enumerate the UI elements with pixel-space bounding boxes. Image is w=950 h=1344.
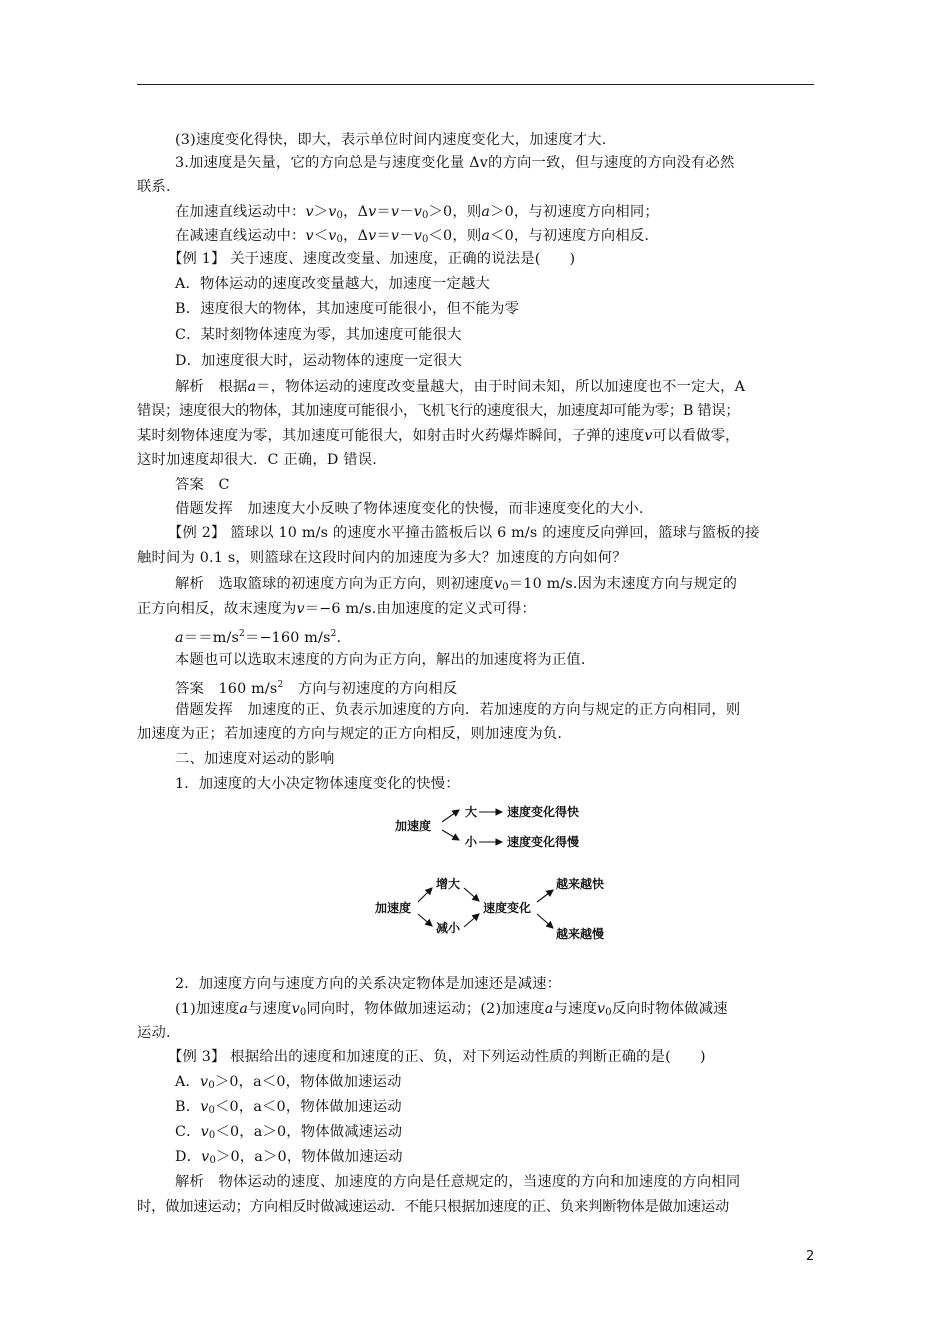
text-line: 这时加速度却很大．C 正确，D 错误. [137, 452, 377, 468]
answer: 答案 160 $m/s^2$ 方向与初速度的方向相反 [175, 680, 458, 697]
header-rule [137, 84, 814, 85]
formula: $a==m/s^2=-160$ $m/s^2$. [175, 629, 342, 646]
diagram-node-acceleration: 加速度 [395, 819, 432, 833]
text-line: 触时间为 0.1 s，则篮球在这段时间内的加速度为多大？加速度的方向如何？ [137, 550, 627, 566]
section-heading: 二、加速度对运动的影响 [175, 751, 335, 767]
option: B．速度很大的物体，其加速度可能很小，但不能为零 [175, 301, 520, 317]
text-line: 借题发挥 加速度大小反映了物体速度变化的快慢，而非速度变化的大小. [175, 501, 644, 517]
diagram-node-increase: 增大 [436, 877, 461, 891]
text-line: 加速度为正；若加速度的方向与规定的正方向相反，则加速度为负. [137, 726, 563, 742]
option: D．加速度很大时，运动物体的速度一定很大 [175, 353, 463, 369]
page-number: 2 [806, 1249, 815, 1264]
diagram-node-acceleration: 加速度 [375, 901, 412, 915]
diagram-node-small: 小 [465, 835, 478, 849]
option: A．$v_0>0$，a＜0，物体做加速运动 [175, 1074, 402, 1091]
text-line: 时，做加速运动；方向相反时做减速运动．不能只根据加速度的正、负来判断物体是做加速运动 [137, 1199, 730, 1215]
text-line: 正方向相反，故末速度为v＝−6 m/s.由加速度的定义式可得： [137, 601, 536, 617]
example-heading: 【例 2】 篮球以 10 m/s 的速度水平撞击篮板后以 6 m/s 的速度反向弹回，篮球与篮板的接 [168, 525, 760, 541]
text-line: 联系. [137, 179, 171, 195]
option: B．$v_0<0$，a＜0，物体做加速运动 [175, 1099, 402, 1116]
text-line: 在减速直线运动中：$v<v_0$，$\Delta v=v-v_0<0$，则a＜0，与初速度方向相反. [175, 228, 650, 245]
answer: 答案 C [175, 477, 230, 493]
diagram-node-fast: 速度变化得快 [507, 805, 580, 819]
option: A．物体运动的速度改变量越大，加速度一定越大 [175, 276, 490, 292]
text-line: 本题也可以选取末速度的方向为正方向，解出的加速度将为正值. [175, 652, 586, 668]
text-line: 错误；速度很大的物体，其加速度可能很小，飞机飞行的速度很大，加速度却可能为零；B 错误； [137, 403, 740, 419]
diagram-node-velocity-change: 速度变化 [483, 901, 532, 915]
text-line: 3.加速度是矢量，它的方向总是与速度变化量 Δv的方向一致，但与速度的方向没有必然 [175, 155, 735, 171]
text-line: 解析 根据a＝，物体运动的速度改变量越大，由于时间未知，所以加速度也不一定大，A [175, 379, 746, 395]
text-line: 解析 选取篮球的初速度方向为正方向，则初速度$v_0=10$ m/s.因为末速度方向与规定的 [175, 576, 738, 593]
diagram-node-decrease: 减小 [436, 921, 461, 935]
text-line: 2．加速度方向与速度方向的关系决定物体是加速还是减速： [175, 976, 562, 992]
diagram-node-slower: 越来越慢 [556, 927, 605, 941]
text-line: 某时刻物体速度为零，其加速度可能很大，如射击时火药爆炸瞬间，子弹的速度v可以看做零， [137, 428, 740, 444]
text-line: 借题发挥 加速度的正、负表示加速度的方向．若加速度的方向与规定的正方向相同，则 [175, 702, 741, 718]
text-line: (1)加速度a与速度$v_0$同向时，物体做加速运动；(2)加速度a与速度$v_0$反向时物体做减速 [175, 1001, 728, 1018]
example-heading: 【例 3】 根据给出的速度和加速度的正、负，对下列运动性质的判断正确的是( ) [168, 1049, 706, 1065]
diagram-node-slow: 速度变化得慢 [507, 835, 580, 849]
text-line: 运动. [137, 1025, 171, 1041]
diagram-node-big: 大 [465, 805, 478, 819]
diagram-node-faster: 越来越快 [556, 877, 605, 891]
option: D．$v_0>0$，a＞0，物体做加速运动 [175, 1149, 403, 1166]
text-line: 在加速直线运动中：$v>v_0$，$\Delta v=v-v_0>0$，则a＞0，与初速度方向相同； [175, 204, 659, 221]
diagram-acceleration-change [370, 870, 630, 945]
option: C．某时刻物体速度为零，其加速度可能很大 [175, 327, 462, 343]
example-heading: 【例 1】 关于速度、速度改变量、加速度，正确的说法是( ) [168, 251, 576, 267]
diagram-acceleration-magnitude [380, 796, 620, 856]
option: C．$v_0<0$，a＞0，物体做减速运动 [175, 1124, 403, 1141]
text-line: (3)速度变化得快，即大，表示单位时间内速度变化大，加速度才大. [175, 132, 607, 148]
text-line: 解析 物体运动的速度、加速度的方向是任意规定的，当速度的方向和加速度的方向相同 [175, 1174, 741, 1190]
text-line: 1．加速度的大小决定物体速度变化的快慢： [175, 776, 460, 792]
